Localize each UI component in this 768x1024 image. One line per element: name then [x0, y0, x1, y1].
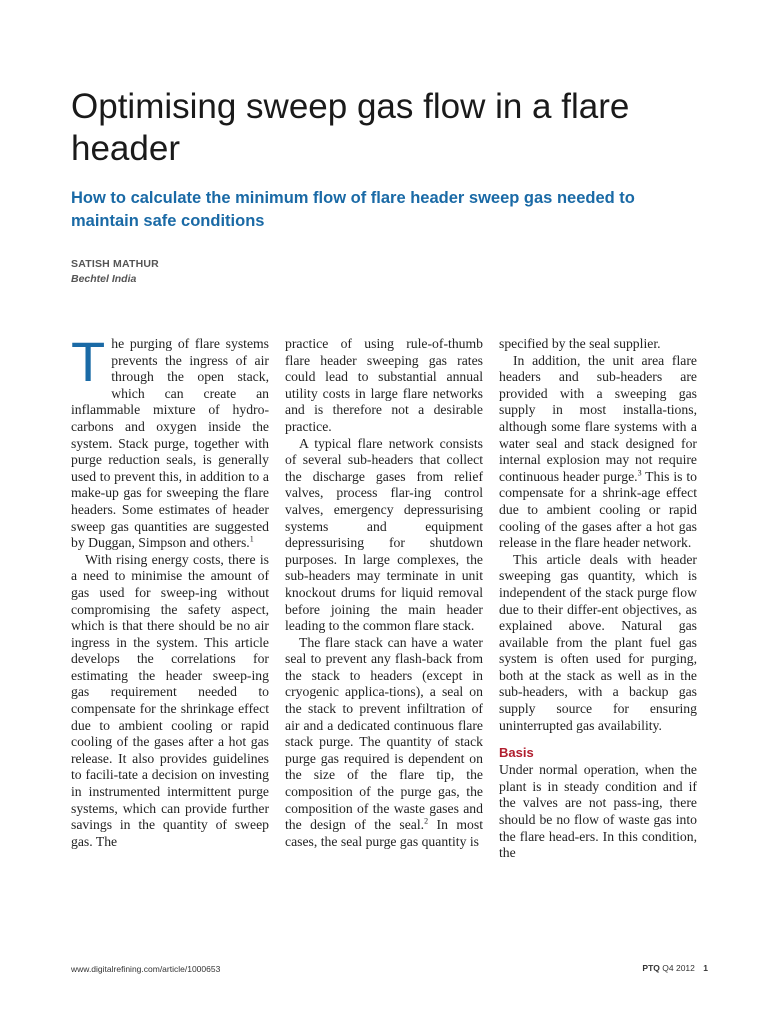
paragraph-text: he purging of flare systems prevents the ingress of air through the open stack, which can create an inflammable mixture of hydro-carbons and oxygen inside the system. Stack purge, together with purge reduction seals, is generally used to prevent this, in addition to a make-up gas for sweeping the flare headers. Some estimates of header sweep gas quantities are suggested by Duggan, Simpson and others. [71, 336, 269, 551]
article-title: Optimising sweep gas flow in a flare header [71, 87, 630, 168]
text-column-3 [499, 336, 697, 862]
text-column-1 [71, 330, 269, 850]
paragraph [71, 330, 269, 552]
paragraph-text: This is to compensate for a shrink-age effect due to ambient cooling or rapid cooling of the gases after a hot gas release in the flare header network. [499, 468, 697, 551]
reference-mark: 2 [424, 816, 429, 826]
paragraph: A typical flare network consists of several sub-headers that collect the discharge gases from relief valves, process flar-ing control valves, emergency depressurising systems and equipment depressurising for shutdown purposes. In large complexes, the sub-headers may terminate in unit knockout drums for liquid removal before joining the main header leading to the common flare stack. [285, 435, 483, 634]
author-affiliation: Bechtel India [71, 273, 137, 285]
author-name: SATISH MATHUR [71, 258, 159, 270]
reference-mark: 1 [249, 534, 254, 544]
footer-publication-info [642, 963, 708, 973]
footer-url-link[interactable]: www.digitalrefining.com/article/1000653 [71, 964, 221, 974]
issue-label: Q4 2012 [662, 963, 695, 973]
paragraph-text: In addition, the unit area flare headers and sub-headers are provided with a sweeping gas supply in most installa-tions, although some flare systems with a water seal and stack designed for internal explosion may not require continuous header purge. [499, 352, 697, 484]
paragraph [499, 353, 697, 552]
paragraph [285, 635, 483, 851]
article-subtitle: How to calculate the minimum flow of flare header sweep gas needed to maintain safe conditions [71, 189, 635, 230]
paragraph: specified by the seal supplier. [499, 336, 661, 351]
drop-cap: T [71, 330, 106, 393]
paragraph: With rising energy costs, there is a need to minimise the amount of gas used for sweep-ing without compromising the safety aspect, which is that there should be no air ingress in the system. This article develops the correlations for estimating the header sweep-ing gas requirement needed to compensate for the shrinkage effect due to ambient cooling or rapid cooling of the gases after a hot gas release. It also provides guidelines to facili-tate a decision on investing in instrumented intermittent purge systems, which can provide further savings in the quantity of sweep gas. The [71, 551, 269, 849]
section-heading-basis: Basis [499, 745, 534, 761]
paragraph-text: In most cases, the seal purge gas quantity is [285, 817, 483, 849]
paragraph: This article deals with header sweeping gas quantity, which is independent of the stack purge flow due to their differ-ent objectives, as explained above. Natural gas available from the plant fuel gas system is often used for purging, both at the stack as well as in the sub-headers, with a backup gas supply source for ensuring uninterrupted gas availability. [499, 551, 697, 733]
reference-mark: 3 [637, 468, 642, 478]
publication-name: PTQ [642, 963, 660, 973]
paragraph-text: The flare stack can have a water seal to prevent any flash-back from the stack to headers (except in cryogenic applica-tions), a seal on the stack to prevent infiltration of air and a dedicated continuous flare stack purge. The quantity of stack purge gas required is dependent on the size of the flare tip, the composition of the purge gas, the composition of the waste gases and the design of the seal. [285, 634, 483, 833]
paragraph: Under normal operation, when the plant is in steady condition and if the valves are not pass-ing, there should be no flow of waste gas into the flare head-ers. In this condition, the [499, 762, 697, 861]
page-number: 1 [703, 963, 708, 973]
text-column-2 [285, 336, 483, 850]
paragraph: practice of using rule-of-thumb flare header sweeping gas rates could lead to substantial annual utility costs in large flare networks and is therefore not a desirable practice. [285, 336, 483, 434]
